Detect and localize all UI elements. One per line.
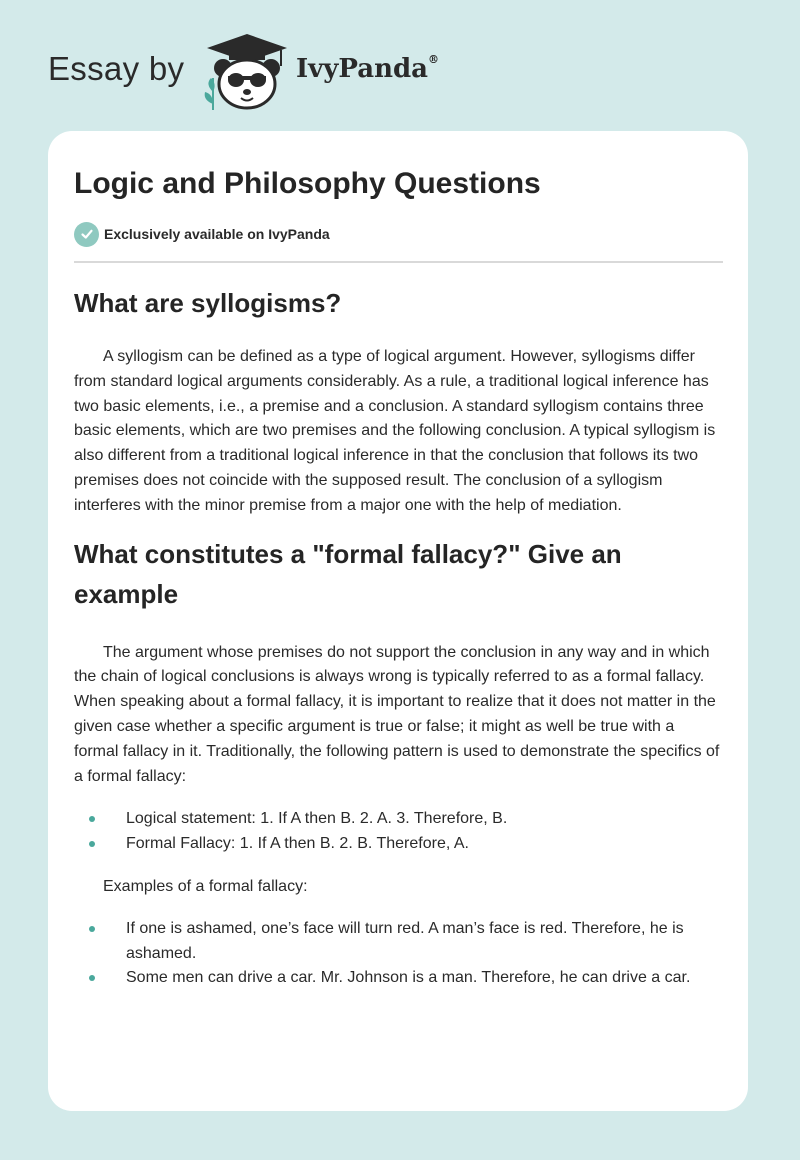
- page-title: Logic and Philosophy Questions: [74, 167, 541, 200]
- section-heading: What constitutes a "formal fallacy?" Give an example: [74, 538, 622, 609]
- section-paragraph: A syllogism can be defined as a type of logical argument. However, syllogisms differ from standard logical arguments considerably. As a rule, a traditional logical inference has two basic elements, i.e., a premise and a conclusion. A standard syllogism contains three basic elements, which are two premises and the following conclusion. A typical syllogism is also different from a traditional logical inference in that the conclusion that follows its two premises does not coincide with the supposed result. The conclusion of a syllogism interferes with the minor premise from a major one with the help of mediation.: [74, 348, 716, 514]
- list-item: Logical statement: 1. If A then B. 2. A. 3. Therefore, B.: [74, 807, 723, 832]
- bullet-list: [74, 917, 723, 991]
- list-item: If one is ashamed, one’s face will turn red. A man’s face is red. Therefore, he is ashamed.: [74, 917, 723, 967]
- section-heading: What are syllogisms?: [74, 288, 342, 318]
- article-body: [74, 279, 723, 991]
- exclusive-badge: [74, 221, 330, 247]
- bullet-list: [74, 807, 723, 857]
- check-icon: [74, 222, 99, 247]
- list-item: Some men can drive a car. Mr. Johnson is a man. Therefore, he can drive a car.: [74, 966, 723, 991]
- article-card: [48, 131, 748, 1111]
- badge-text: Exclusively available on IvyPanda: [104, 226, 330, 242]
- site-header: [48, 30, 748, 110]
- examples-label: Examples of a formal fallacy:: [103, 877, 308, 895]
- section-paragraph: The argument whose premises do not support the conclusion in any way and in which the chain of logical conclusions is always wrong is typically referred to as a formal fallacy. When speaking about a formal fallacy, it is important to realize that it does not matter in the given case whether a specific argument is true or false; it might as well be true with a formal fallacy in it. Traditionally, the following pattern is used to demonstrate the specifics of a formal fallacy:: [74, 643, 720, 785]
- list-item: Formal Fallacy: 1. If A then B. 2. B. Therefore, A.: [74, 832, 723, 857]
- divider: [74, 261, 723, 263]
- essay-by-label: Essay by: [48, 50, 185, 87]
- panda-graduate-icon: [201, 32, 293, 112]
- brand-name: IvyPanda®: [296, 53, 440, 84]
